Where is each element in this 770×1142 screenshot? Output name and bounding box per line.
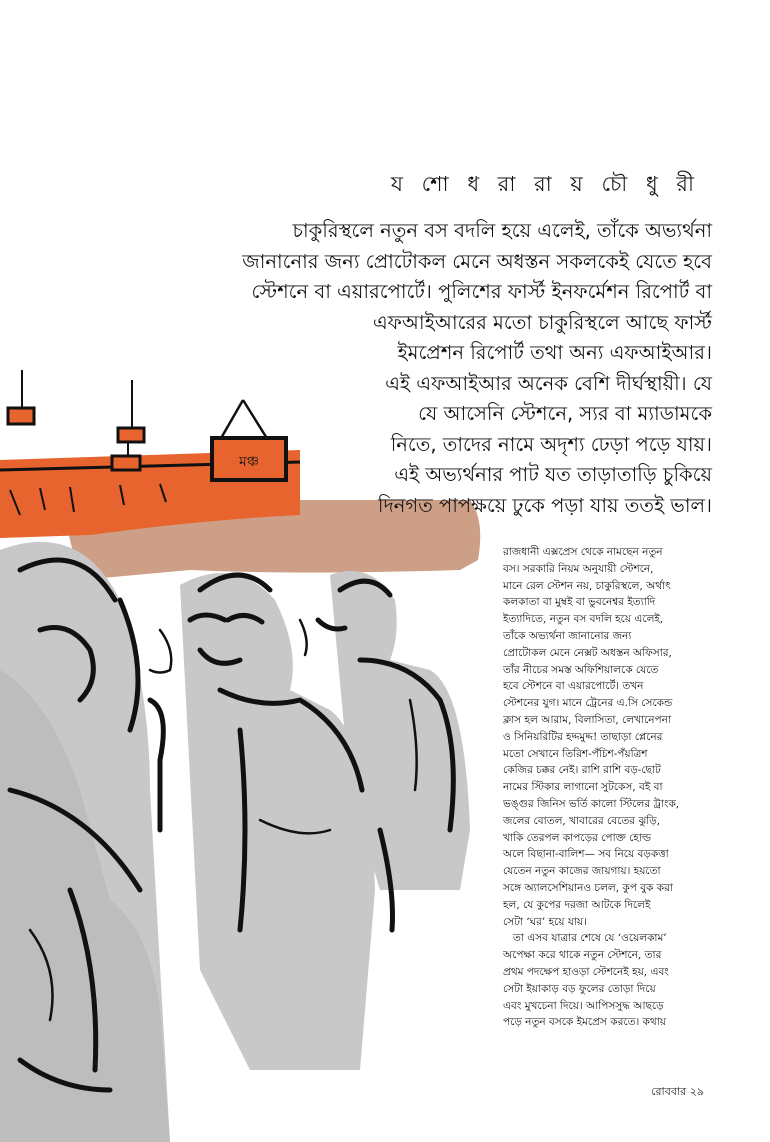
body-line: কেজির চক্কর নেই। রাশি রাশি বড়-ছোট [503, 764, 661, 777]
body-line: অপেক্ষা করে থাকে নতুন স্টেশনে, তার [503, 949, 662, 962]
intro-line: দিনগত পাপক্ষয়ে ঢুকে পড়া যায় ততই ভাল। [377, 493, 712, 517]
body-line: তাঁকে অভ্যর্থনা জানানোর জন্য [503, 629, 632, 642]
body-line: খাকি তেরপল কাপড়ের পোক্ত হোল্ড [503, 831, 651, 844]
intro-line: ইমপ্রেশন রিপোর্ট তথা অন্য এফআইআর। [397, 341, 712, 364]
intro-line: জানানোর জন্য প্রোটোকল মেনে অধস্তন সকলকেই যেতে হবে [242, 249, 712, 273]
body-line: হবে স্টেশনে বা এয়ারপোর্টে। তখন [503, 680, 644, 693]
body-line: সেটা ইয়াকাড় বড় ফুলের তোড়া দিয়ে [503, 982, 656, 995]
body-line: ক্লাস হল আরাম, বিলাসিতা, লেখানেপনা [503, 713, 671, 726]
page-folio: রোববার ২৯ [651, 1085, 704, 1098]
hanging-lamp-icon [112, 442, 140, 470]
body-line: মতো সেখানে তিরিশ-পঁচিশ-পঁয়ত্রিশ [503, 747, 648, 760]
hanging-lamp-icon [8, 370, 34, 424]
body-line: তাঁর নীচের সমস্ত অফিশিয়ালকে যেতে [503, 663, 659, 676]
body-line: প্রোটোকল মেনে নেক্সট অধস্তন অফিসার, [503, 646, 672, 659]
body-line: কলকাতা বা মুম্বই বা ভুবনেশ্বর ইত্যাদি [503, 596, 656, 609]
intro-line: নিতে, তাদের নামে অদৃশ্য ঢেড়া পড়ে যায়। [390, 432, 712, 456]
body-line: পড়ে নতুন বসকে ইমপ্রেস করতে। কথায় [503, 1016, 666, 1029]
body-line: ইত্যাদিতে, নতুন বস বদলি হয়ে এলেই, [503, 613, 664, 626]
body-line: ও সিনিয়রিটির হদ্দমুদ্দ! তাছাড়া প্লেনের [503, 730, 663, 743]
body-line: রাজধানী এক্সপ্রেস থেকে নামছেন নতুন [503, 546, 663, 558]
body-line: সঙ্গে অ্যালসেশিয়ানও চলল, কুপ বুক করা [503, 881, 673, 894]
body-line: মানে রেল স্টেশন নয়, চাকুরিস্থলে, অর্থাৎ [503, 579, 671, 592]
station-sign-text: মঞ্চ [238, 454, 260, 470]
body-line: জলের বোতল, খাবারের বেতের ঝুড়ি, [503, 814, 661, 827]
body-line: স্টেশনের যুগ। মানে ট্রেনের এ.সি সেকেন্ড [503, 697, 673, 710]
body-line: বস। সরকারি নিয়ম অনুযায়ী স্টেশনে, [503, 562, 654, 575]
intro-line: চাকুরিস্থলে নতুন বস বদলি হয়ে এলেই, তাঁকে অভ্যর্থনা [292, 219, 712, 242]
body-line: নামের স্টিকার লাগানো সুটকেস, বই বা [503, 781, 663, 794]
intro-line: স্টেশনে বা এয়ারপোর্টে। পুলিশের ফার্স্ট ইনফর্মেশন রিপোর্ট বা [251, 280, 712, 303]
body-line: প্রথম পদক্ষেপ হাওড়া স্টেশনেই হয়, এবং [503, 965, 669, 978]
body-line: হল, যে কুপের দরজা আটকে দিলেই [503, 898, 651, 911]
intro-line: এই এফআইআর অনেক বেশি দীর্ঘস্থায়ী। যে [385, 371, 712, 395]
intro-line: এফআইআরের মতো চাকুরিস্থলে আছে ফার্স্ট [372, 310, 712, 334]
intro-paragraph [152, 216, 712, 521]
body-line: এবং মুখচেনা দিয়ে। আপিসসুদ্ধ আছড়ে [503, 999, 664, 1012]
body-line: যেতেন নতুন কাজের জায়গায়। হয়তো [503, 865, 661, 878]
article-body-column [503, 544, 751, 1031]
body-line: তা এসব যাত্রার শেষে যে ‘ওয়েলকাম’ [513, 932, 667, 945]
body-line: অলে বিছানা-বালিশ— সব নিয়ে বড়কত্তা [503, 848, 669, 861]
body-line: ভঙ্গুর জিনিস ভর্তি কালো স্টিলের ট্রাংক, [503, 797, 680, 810]
hanging-lamp-icon [118, 380, 144, 442]
author-byline: য শো ধ রা রা য় চৌ ধু রী [390, 172, 700, 196]
body-line: সেটা ‘ঘর’ হয়ে যায়। [503, 915, 587, 928]
intro-line: এই অভ্যর্থনার পাট যত তাড়াতাড়ি চুকিয়ে [394, 463, 712, 486]
intro-line: যে আসেনি স্টেশনে, স্যর বা ম্যাডামকে [418, 402, 712, 425]
